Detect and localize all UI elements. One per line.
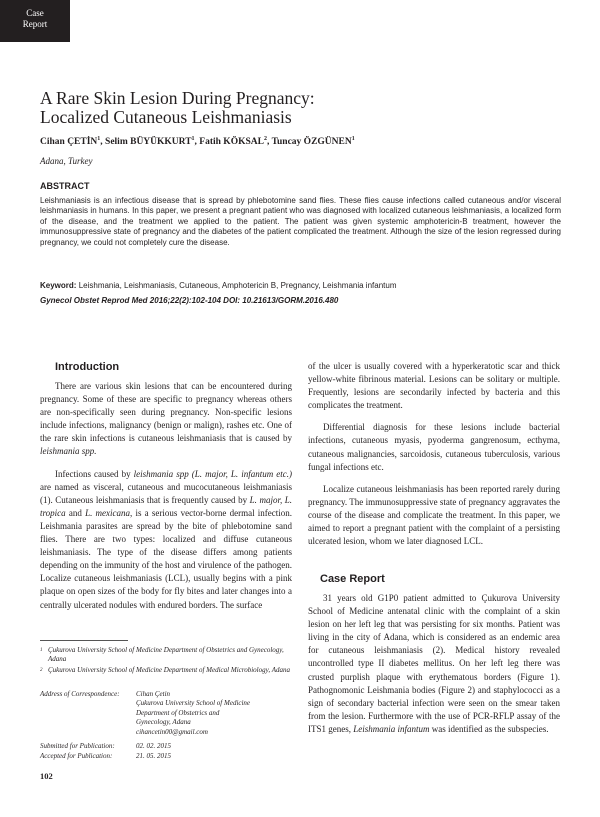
author-affiliation-mark: 2 xyxy=(263,136,267,142)
title-line-2: Localized Cutaneous Leishmaniasis xyxy=(40,107,292,127)
footnote-divider xyxy=(40,640,128,641)
author-affiliation-mark: 1 xyxy=(351,136,355,142)
page-number: 102 xyxy=(40,771,53,781)
footnote-2: 2 Çukurova University School of Medicine Department of Medical Microbiology, Adana xyxy=(40,666,290,674)
article-type-badge xyxy=(0,0,70,42)
author-name: Fatih KÖKSAL xyxy=(199,137,264,148)
body-paragraph: 31 years old G1P0 patient admitted to Çukurova University School of Medicine antenatal clinic with the complaint of a skin lesion on her left leg that was persisting for six months. Patient was living in the city of Adana, which is considered as an endemic area for cutaneous leishmaniasis (2). Medical history revealed uncontrolled type II diabetes mellitus. On her left leg there was crusted purplish plaque with erythematous borders (Figure 1). Pathognomonic Leishmania bodies (Figure 2) and staphylococci as a sign of secondary bacterial infection were seen on the smear taken from the lesion. Furthermore with the use of PCR-RFLP assay of the ITS1 genes, Leishmania infantum was identified as the subspecies. xyxy=(308,593,560,734)
keywords-label: Keyword: xyxy=(40,281,77,290)
title-line-1: A Rare Skin Lesion During Pregnancy: xyxy=(40,88,315,108)
case-report-heading: Case Report xyxy=(320,573,385,585)
author-affiliation-mark: 1 xyxy=(97,136,101,142)
article-title xyxy=(40,89,540,127)
body-paragraph: Localize cutaneous leishmaniasis has been reported rarely during pregnancy. The immunosuppressive state of pregnancy aggravates the course of the disease and complicate the treatment. In this paper, we aimed to report a pregnant patient with the complaint of a persisting ulcerated lesion, whom we later diagnosed LCL. xyxy=(308,483,560,547)
right-column xyxy=(308,360,560,557)
author-name: Tuncay ÖZGÜNEN xyxy=(271,137,352,148)
author-affiliation-mark: 1 xyxy=(191,136,195,142)
keywords-text: Leishmania, Leishmaniasis, Cutaneous, Amphotericin B, Pregnancy, Leishmania infantum xyxy=(78,281,397,290)
intro-paragraph-2: Infections caused by leishmania spp (L. major, L. infantum etc.) are named as visceral, cutaneous and mucocutaneous leishmaniasis (1). Cutaneous leishmaniasis that is frequently caused by L. major, L. tropica and L. mexicana, is a serious vector-borne dermal infection. Leishmania parasites are spread by the bite of phlebotomine sand flies. There are two types: localized and diffuse cutaneous leishmaniasis. The type of the disease differs among patients depending on the immunity of the host and virulence of the pathogen. Localize cutaneous leishmaniasis (LCL), usually begins with a pink plaque on open sizes of the body for fly bites and later changes into a centrally ulcerated nodules with endured borders. The surface xyxy=(40,468,293,610)
keywords xyxy=(40,281,565,291)
abstract-heading: ABSTRACT xyxy=(40,181,90,191)
left-column xyxy=(40,380,292,621)
footnote-1: 1 Çukurova University School of Medicine Department of Obstetrics and Gynecology, Adana xyxy=(40,646,284,664)
intro-paragraph-1: There are various skin lesions that can be encountered during pregnancy. Some of these are specific to pregnancy whereas others are non-specifically seen during pregnancy. Non-specific lesions include infections, malignancy (benign or malign), rashes etc. One of the rare skin infections is cutaneous leishmaniasis that is caused by leishmania spp. xyxy=(40,381,292,457)
author-list: Cihan ÇETİN$^1$, Selim BÜYÜKKURT$^1$, Fatih KÖKSAL$^2$, Tuncay ÖZGÜNEN$^1$ xyxy=(40,136,355,148)
author-name: Cihan ÇETİN xyxy=(40,137,98,148)
author-location: Adana, Turkey xyxy=(40,156,93,166)
abstract-text: Leishmaniasis is an infectious disease that is spread by phlebotomine sand flies. These flies cause infections called cutaneous and/or visceral leishmaniasis in humans. In this paper, we present a pregnant patient who was diagnosed with localized cutaneous leishmaniasis, a localized form of the disease, and the treatment we applied to the patient. The patient was given systemic amphotericin-B treatment, however the immunosuppressive state of pregnancy and the diabetes of the patient complicated the treatment. Although the size of the lesion regressed during pregnancy, we could not completely cure the disease. xyxy=(40,196,561,247)
introduction-heading: Introduction xyxy=(55,361,120,373)
badge-line-2: Report xyxy=(22,19,48,29)
badge-line-1: Case xyxy=(26,8,44,18)
body-paragraph: of the ulcer is usually covered with a hyperkeratotic scar and thick yellow-white fibrinous material. Lesions can be solitary or multiple. Frequently, lesions are secondarily infected by bacteria and this complicates the treatment. xyxy=(308,361,560,411)
author-name: Selim BÜYÜKKURT xyxy=(105,137,192,148)
case-report-body xyxy=(308,592,560,745)
citation-line: Gynecol Obstet Reprod Med 2016;22(2):102-104 DOI: 10.21613/GORM.2016.480 xyxy=(40,296,339,305)
body-paragraph: Differential diagnosis for these lesions include bacterial infections, cutaneous myasis, pyoderma gangrenosum, ecthyma, cutaneous malignancies, sarcoidosis, cutaneous tuberculosis, various fungal infections etc. xyxy=(308,422,560,472)
